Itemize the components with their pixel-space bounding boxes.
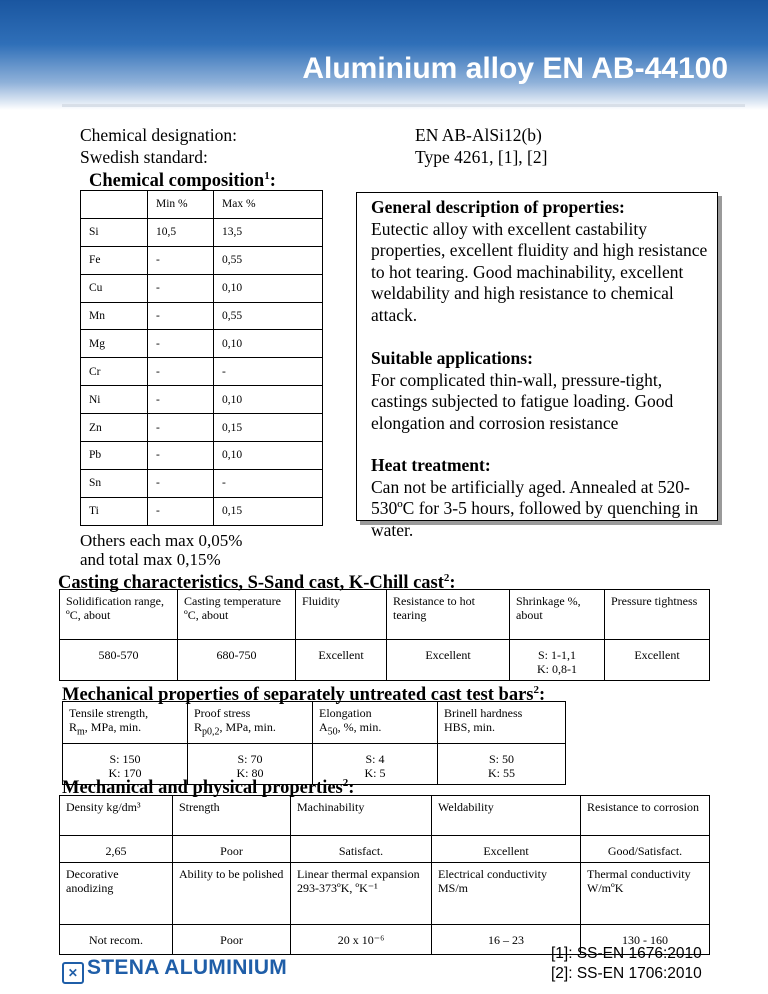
composition-row [81,358,323,386]
physical-header-cell: Resistance to corrosion [581,796,710,836]
mech-header-tensile: Tensile strength, $R_m$, MPa, min. [63,702,188,744]
composition-cell: Cr [81,358,148,386]
composition-cell: 0,10 [214,386,323,414]
casting-value-fluidity: Excellent [296,640,387,681]
composition-heading: Chemical composition$^1$: [89,170,276,192]
composition-cell: 0,55 [214,302,323,330]
composition-row [81,246,323,274]
physical-header-cell: Decorative anodizing [60,863,173,925]
composition-row [81,414,323,442]
composition-cell: 0,10 [214,330,323,358]
physical-header-cell: Electrical conductivity MS/m [432,863,581,925]
references [551,944,702,984]
composition-cell: - [148,330,214,358]
composition-cell: Si [81,218,148,246]
mech-value-brinell: S: 50 K: 55 [438,744,566,785]
composition-cell: Mn [81,302,148,330]
casting-header-shrinkage: Shrinkage %, about [510,590,605,640]
composition-row [81,330,323,358]
physical-header-row [60,863,710,925]
composition-cell: Fe [81,246,148,274]
composition-cell: Ni [81,386,148,414]
composition-cell: - [148,414,214,442]
composition-row [81,274,323,302]
mech-value-elongation: S: 4 K: 5 [313,744,438,785]
physical-table [59,795,710,955]
casting-header-solidification: Solidification range, ºC, about [60,590,178,640]
swedish-standard-value: Type 4261, [1], [2] [415,147,548,167]
composition-cell: Max % [214,191,323,219]
physical-value-cell: 2,65 [60,836,173,863]
composition-cell: Zn [81,414,148,442]
casting-table [59,589,710,681]
physical-value-cell: 20 x 10⁻⁶ [291,925,432,955]
physical-value-row [60,836,710,863]
physical-header-cell: Machinability [291,796,432,836]
casting-value-temperature: 680-750 [178,640,296,681]
physical-value-cell: Poor [173,836,291,863]
casting-value-shrinkage: S: 1-1,1 K: 0,8-1 [510,640,605,681]
general-description-text: Eutectic alloy with excellent castability properties, excellent fluidity and high resistance to hot tearing. Good machinability, excellent weldability and high resistance to chemical attack. [371,218,708,325]
physical-value-cell: Good/Satisfact. [581,836,710,863]
physical-value-cell: 16 – 23 [432,925,581,955]
physical-value-cell: Not recom. [60,925,173,955]
composition-table [80,190,323,526]
composition-cell: - [148,386,214,414]
physical-value-cell: Poor [173,925,291,955]
stena-aluminium-logo: ✕ STENA ALUMINIUM [62,956,287,984]
composition-cell: 0,55 [214,246,323,274]
composition-cell: 13,5 [214,218,323,246]
composition-cell [81,191,148,219]
header-banner [0,0,768,110]
chemical-designation-value: EN AB-AlSi12(b) [415,125,542,145]
composition-cell: 0,10 [214,274,323,302]
composition-cell: - [148,274,214,302]
composition-cell: - [148,358,214,386]
casting-value-hot-tearing: Excellent [387,640,510,681]
composition-header-row [81,191,323,219]
composition-cell: - [148,469,214,497]
composition-cell: Ti [81,497,148,525]
composition-cell: 0,15 [214,414,323,442]
composition-cell: - [148,497,214,525]
physical-header-row [60,796,710,836]
physical-value-cell: Satisfact. [291,836,432,863]
mechanical-heading: Mechanical properties of separately untreated cast test bars$^2$: [62,684,546,706]
physical-header-cell: Density kg/dm³ [60,796,173,836]
chemical-designation-label: Chemical designation: [80,125,237,145]
composition-row [81,442,323,470]
others-note: Others each max 0,05% and total max 0,15% [80,531,243,569]
page-title: Aluminium alloy EN AB-44100 [302,52,728,85]
composition-cell: Sn [81,469,148,497]
composition-cell: - [214,358,323,386]
mech-header-brinell: Brinell hardness HBS, min. [438,702,566,744]
general-description-heading: General description of properties: [371,197,625,217]
swedish-standard-label: Swedish standard: [80,147,208,167]
heat-treatment-heading: Heat treatment: [371,455,491,475]
physical-heading: Mechanical and physical properties$^2$: [62,777,355,799]
casting-value-solidification: 580-570 [60,640,178,681]
casting-header-fluidity: Fluidity [296,590,387,640]
mech-header-proof: Proof stress $R_{p0,2}$, MPa, min. [188,702,313,744]
casting-header-temperature: Casting temperature ºC, about [178,590,296,640]
applications-heading: Suitable applications: [371,348,533,368]
composition-cell: 0,10 [214,442,323,470]
physical-value-cell: 130 - 160 [581,925,710,955]
composition-row [81,497,323,525]
casting-header-hot-tearing: Resistance to hot tearing [387,590,510,640]
composition-cell: Mg [81,330,148,358]
physical-value-cell: Excellent [432,836,581,863]
composition-row [81,386,323,414]
heat-treatment-text: Can not be artificially aged. Annealed at 520-530ºC for 3-5 hours, followed by quenching in water. [371,476,699,540]
properties-box [356,192,718,540]
mech-header-elongation: Elongation $A_{50}$, %, min. [313,702,438,744]
composition-cell: - [148,246,214,274]
composition-row [81,218,323,246]
composition-cell: - [214,469,323,497]
composition-cell: 0,15 [214,497,323,525]
mech-value-tensile: S: 150 K: 170 [63,744,188,785]
mech-value-proof: S: 70 K: 80 [188,744,313,785]
physical-header-cell: Strength [173,796,291,836]
mechanical-table [62,701,566,785]
composition-cell: - [148,302,214,330]
stena-logo-icon: ✕ [62,962,84,984]
title-rule [62,104,745,107]
casting-heading: Casting characteristics, S-Sand cast, K-Chill cast$^2$: [58,572,456,594]
applications-text: For complicated thin-wall, pressure-tight, castings subjected to fatigue loading. Good elongation and corrosion resistance [371,369,674,433]
composition-row [81,302,323,330]
composition-cell: Cu [81,274,148,302]
physical-header-cell: Ability to be polished [173,863,291,925]
physical-header-cell: Linear thermal expansion 293-373ºK, ºK⁻¹ [291,863,432,925]
reference-1: [1]: SS-EN 1676:2010 [551,945,702,962]
casting-value-pressure: Excellent [605,640,710,681]
composition-row [81,469,323,497]
physical-header-cell: Weldability [432,796,581,836]
reference-2: [2]: SS-EN 1706:2010 [551,965,702,982]
composition-cell: 10,5 [148,218,214,246]
composition-cell: - [148,442,214,470]
casting-header-pressure: Pressure tightness [605,590,710,640]
physical-header-cell: Thermal conductivity W/mºK [581,863,710,925]
composition-cell: Pb [81,442,148,470]
composition-cell: Min % [148,191,214,219]
